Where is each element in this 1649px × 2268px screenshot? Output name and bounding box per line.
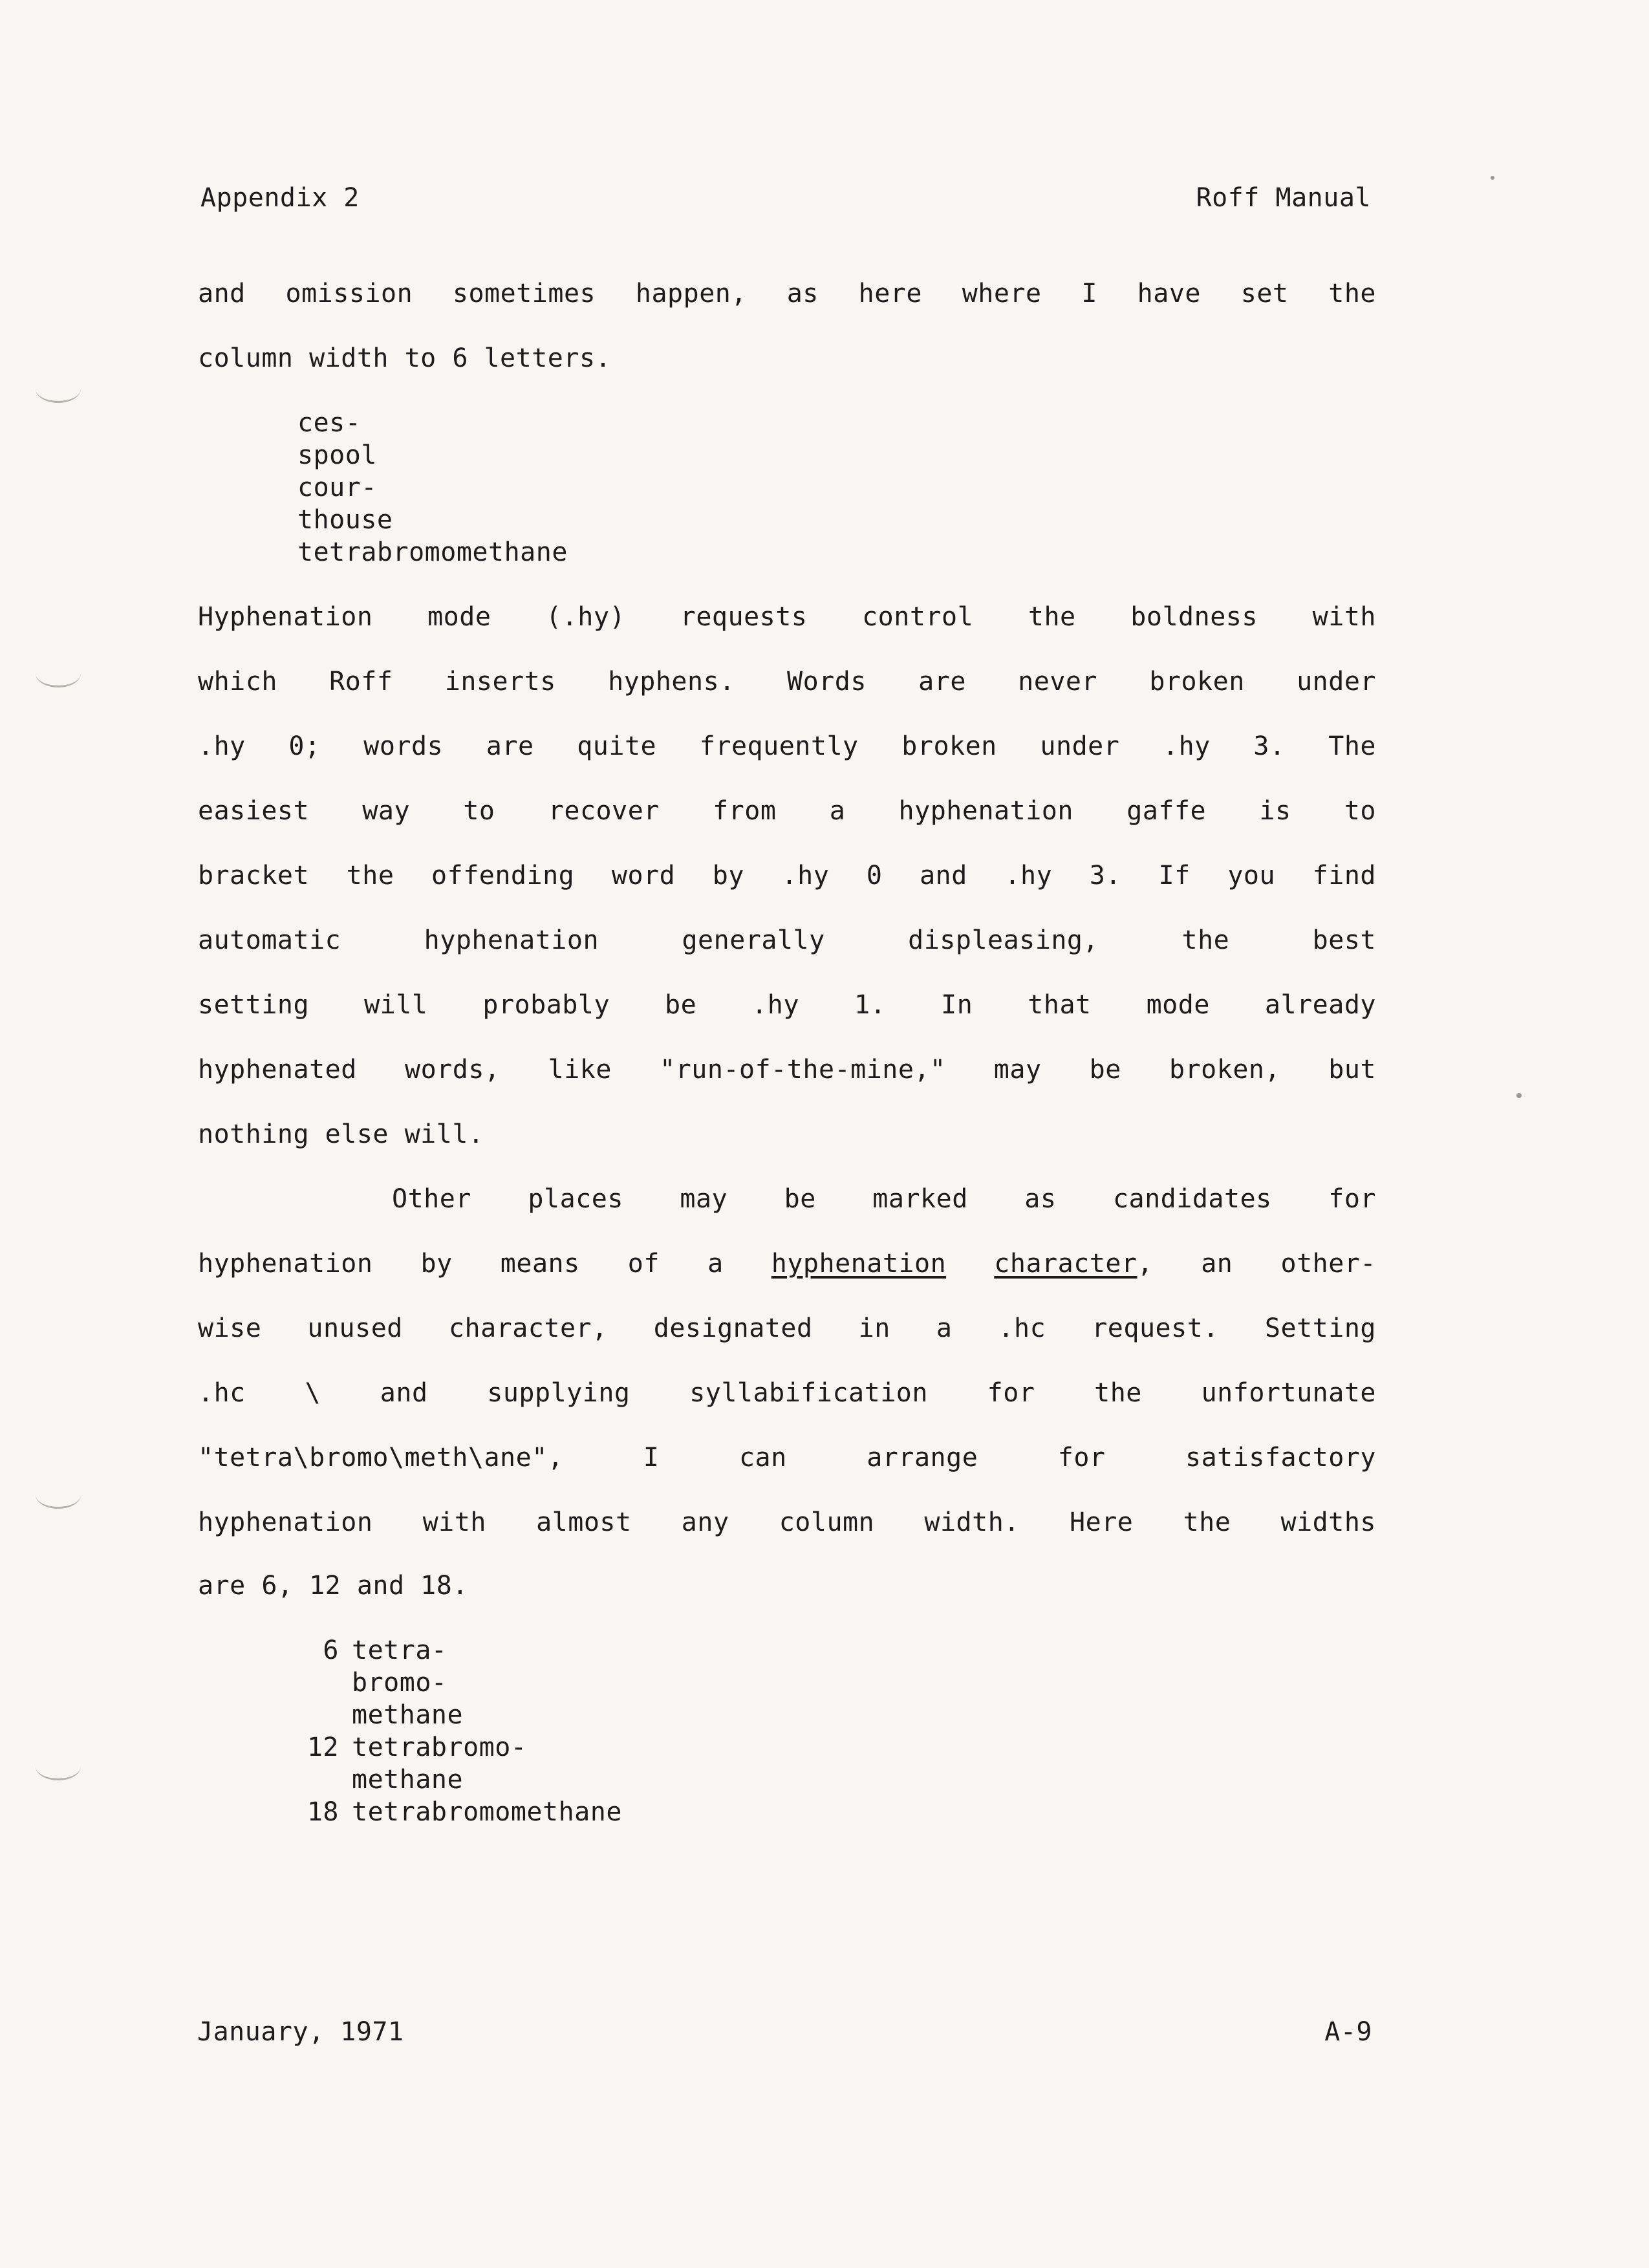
body-line: nothing else will. <box>198 1119 484 1149</box>
example-line: tetrabromomethane <box>297 537 568 567</box>
example-line: spool <box>297 440 377 470</box>
body-line: hyphenation with almost any column width. Here the widths <box>198 1507 1376 1537</box>
body-line: hyphenated words, like "run-of-the-mine," may be broken, but <box>198 1055 1376 1085</box>
punch-hole-mark <box>36 660 81 687</box>
example-line: cour- <box>297 473 377 502</box>
body-line: "tetra\bromo\meth\ane", I can arrange for satisfactory <box>198 1443 1376 1473</box>
body-line: and omission sometimes happen, as here where I have set the <box>198 279 1376 308</box>
footer-date: January, 1971 <box>197 2017 404 2047</box>
punch-hole-mark <box>36 1481 81 1509</box>
speck <box>1491 176 1494 180</box>
body-line-with-underline <box>198 1248 1376 1279</box>
body-line: bracket the offending word by .hy 0 and .hy 3. If you find <box>198 861 1376 891</box>
text-run: , an other- <box>1137 1249 1376 1279</box>
example-line: ces- <box>297 408 361 438</box>
width-number: 6 <box>323 1636 339 1665</box>
body-line: .hy 0; words are quite frequently broken under .hy 3. The <box>198 731 1376 761</box>
width-number: 12 <box>307 1733 339 1762</box>
body-line: automatic hyphenation generally displeasing, the best <box>198 925 1376 955</box>
body-line: easiest way to recover from a hyphenation gaffe is to <box>198 796 1376 826</box>
example-line: thouse <box>297 505 393 535</box>
example-line: tetrabromo- <box>352 1733 527 1762</box>
punch-hole-mark <box>36 1753 81 1780</box>
body-line: setting will probably be .hy 1. In that mode already <box>198 990 1376 1020</box>
body-line: Other places may be marked as candidates for <box>392 1184 1376 1214</box>
body-line: column width to 6 letters. <box>198 343 612 373</box>
example-line: methane <box>352 1700 464 1730</box>
underlined-term: character <box>994 1249 1137 1279</box>
text-run: hyphenation by means of a <box>198 1249 724 1279</box>
page-number: A-9 <box>1324 2017 1372 2047</box>
example-line: bromo- <box>352 1668 447 1698</box>
body-line: are 6, 12 and 18. <box>198 1571 468 1601</box>
body-line: wise unused character, designated in a .hc request. Setting <box>198 1313 1376 1343</box>
header-right: Roff Manual <box>1196 183 1371 213</box>
speck <box>1516 1093 1522 1098</box>
body-line: which Roff inserts hyphens. Words are never broken under <box>198 667 1376 697</box>
body-line: Hyphenation mode (.hy) requests control the boldness with <box>198 602 1376 632</box>
width-number: 18 <box>307 1797 339 1827</box>
example-line: tetra- <box>352 1636 447 1665</box>
example-line: tetrabromomethane <box>352 1797 622 1827</box>
bleed-through <box>453 453 1423 484</box>
punch-hole-mark <box>36 375 81 403</box>
header-left: Appendix 2 <box>200 183 360 213</box>
example-line: methane <box>352 1765 464 1795</box>
body-line: .hc \ and supplying syllabification for the unfortunate <box>198 1378 1376 1408</box>
underlined-term: hyphenation <box>771 1249 947 1279</box>
